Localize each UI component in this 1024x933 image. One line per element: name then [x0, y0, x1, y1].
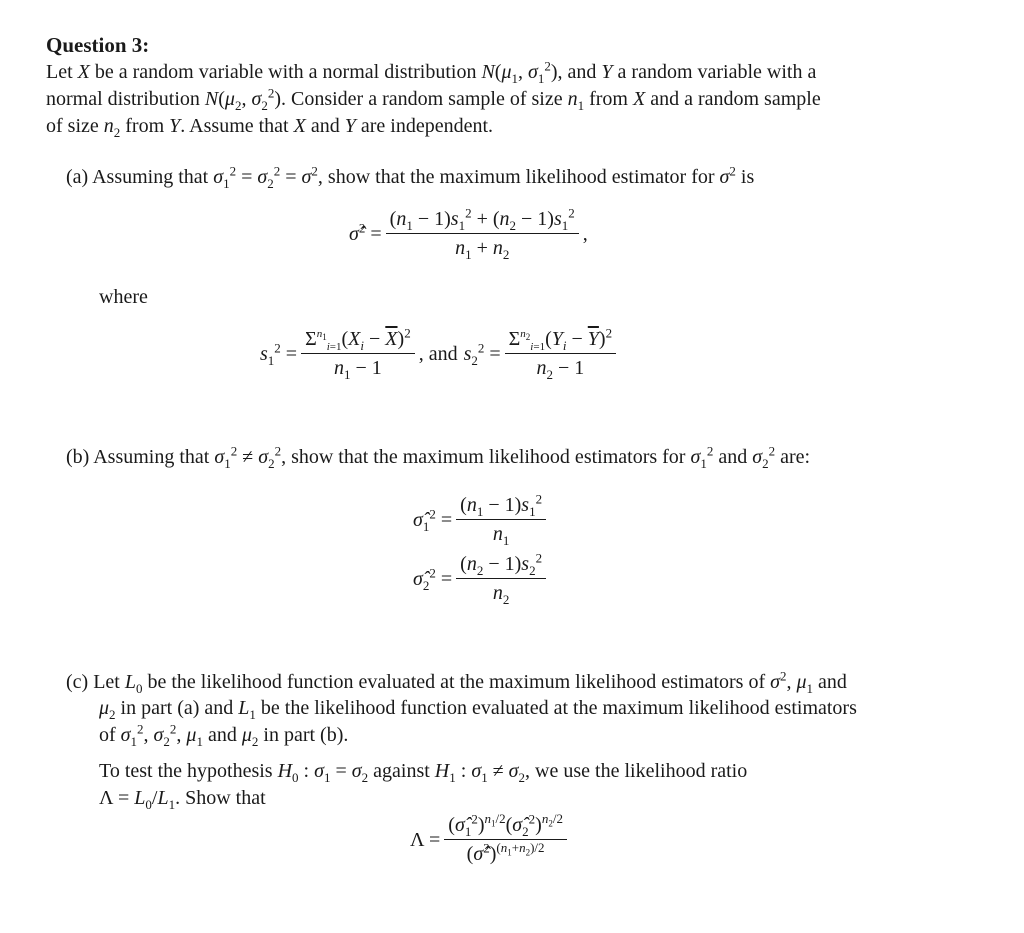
part-a-prompt: (a) Assuming that $\sigma_1^2 = \sigma_2^2 = \sigma^2$, show that the maximum likelihood estimator for $\sigma^2$ is	[66, 163, 755, 191]
part-c-line-2: $\mu_2$ in part (a) and $L_1$ be the likelihood function evaluated at the maximum likelihood estimators	[99, 697, 857, 722]
part-b-equation-1	[413, 491, 550, 548]
part-a-trailing-comma: ,	[582, 222, 588, 245]
lambda-fraction	[444, 811, 567, 866]
and-text: , and	[418, 342, 458, 365]
s2-lhs: $s_2^2$ =	[463, 339, 501, 368]
intro-line-3: of size $n_2$ from Y. Assume that X and Y are independent.	[46, 115, 494, 140]
s2-numerator: $\Sigma^{n_2}_{i=1}(Y_i - \overline{Y})^2$	[505, 328, 616, 354]
part-a-fraction	[386, 205, 579, 262]
intro-line-1: Let X be a random variable with a normal distribution $N(\mu_1$, $\sigma_1^2$), and Y a random variable with a	[46, 58, 817, 86]
part-a-lhs: σ̂$^2$ =	[349, 219, 382, 245]
part-c-line-1: (c) Let $L_0$ be the likelihood function evaluated at the maximum likelihood estimators of $\sigma^2$, $\mu_1$ and	[66, 668, 847, 696]
lambda-equation	[410, 811, 571, 866]
question-title: Question 3:	[46, 33, 150, 57]
s1-numerator: $\Sigma^{n_1}_{i=1}(X_i - \overline{X})^2$	[301, 328, 415, 354]
where-label: where	[99, 286, 148, 308]
part-b-denominator-2: $n_2$	[492, 582, 510, 607]
intro-line-2: normal distribution $N(\mu_2$, $\sigma_2^2$). Consider a random sample of size $n_1$ from X and a random sample	[46, 85, 821, 113]
part-b-fraction-1	[456, 491, 546, 548]
part-a-numerator: $(n_1 - 1)s_1^2 + (n_2 - 1)s_1^2$	[386, 208, 579, 234]
part-b-numerator-1: $(n_1 - 1)s_1^2$	[456, 494, 546, 520]
lambda-denominator: (σ̂$^2$)$^{(n_1+n_2)/2}$	[466, 840, 545, 865]
part-b-prompt: (b) Assuming that $\sigma_1^2 \ne \sigma_2^2$, show that the maximum likelihood estimators for $\sigma_1^2$ and $\sigma_2^2$ are:	[66, 443, 811, 471]
s1-lhs: $s_1^2$ =	[260, 339, 298, 368]
s1-fraction	[301, 325, 415, 382]
part-c-line-3: of $\sigma_1^2$, $\sigma_2^2$, $\mu_1$ and $\mu_2$ in part (b).	[99, 721, 349, 749]
s2-fraction	[505, 325, 616, 382]
part-b-lhs-1: $\sigmâ_1^2$ =	[413, 505, 453, 534]
part-b-lhs-2: $\sigmâ_2^2$ =	[413, 564, 453, 593]
part-b-equation-2	[413, 550, 550, 607]
sample-variance-equations	[260, 325, 620, 382]
lambda-lhs: Λ =	[410, 828, 441, 851]
lambda-numerator: $(\sigmâ_1^2)^{n_1/2}(\sigmâ_2^2)^{n_2/2}$	[444, 814, 567, 840]
part-a-estimator-equation	[349, 205, 588, 262]
part-c-line-5: $\Lambda = L_0/L_1$. Show that	[99, 787, 266, 812]
part-c-line-4: To test the hypothesis $H_0$ : $\sigma_1 = \sigma_2$ against $H_1$ : $\sigma_1 \ne \sigma_2$, we use the likelihood ratio	[99, 760, 748, 785]
part-b-denominator-1: $n_1$	[492, 523, 510, 548]
part-b-fraction-2	[456, 550, 546, 607]
part-a-denominator: $n_1 + n_2$	[455, 237, 510, 262]
s1-denominator: $n_1 - 1$	[333, 357, 382, 382]
s2-denominator: $n_2 - 1$	[536, 357, 585, 382]
part-b-numerator-2: $(n_2 - 1)s_2^2$	[456, 553, 546, 579]
